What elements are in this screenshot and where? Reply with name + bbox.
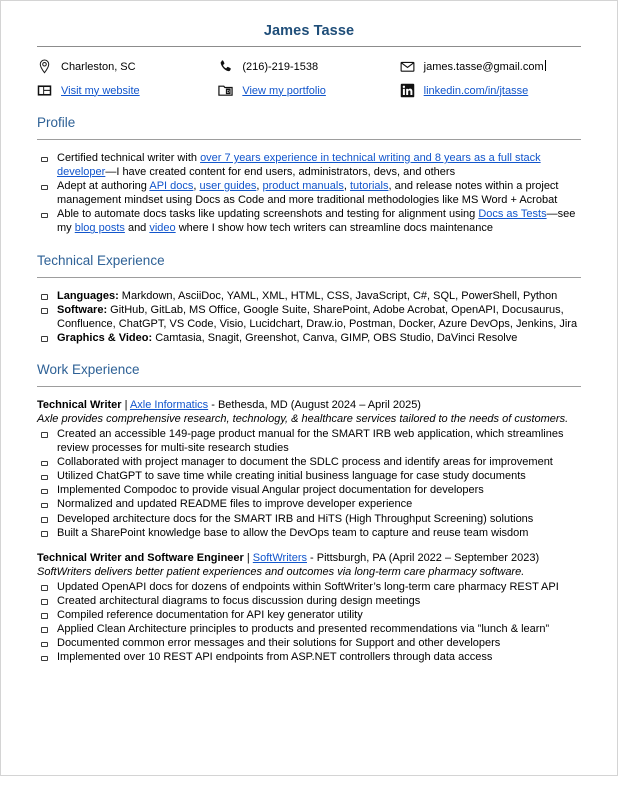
website-icon	[37, 83, 52, 98]
portfolio-folder-icon	[218, 83, 233, 98]
bullet-label: Languages:	[57, 289, 119, 302]
list-item	[37, 151, 581, 179]
job-meta: - Pittsburgh, PA (April 2022 – September 2023)	[307, 551, 540, 564]
bullet-text: , and release notes within a project management mindset using Docs as Code and more traditional methodologies like MS Word + Acrobat	[57, 180, 559, 207]
spacer	[37, 347, 581, 361]
section-divider-work-experience	[37, 386, 581, 387]
section-work-experience	[37, 361, 581, 664]
list-item: Built a SharePoint knowledge base to allow the DevOps team to capture and reuse team wisdom	[37, 526, 581, 540]
job-entry	[37, 398, 581, 540]
inline-link[interactable]: product manuals	[262, 180, 344, 193]
list-item: Created an accessible 149-page product manual for the SMART IRB web application, which streamlines review processes for multi-site research studies	[37, 427, 581, 455]
phone-icon	[218, 59, 233, 74]
bullet-text: ,	[193, 180, 200, 193]
bullet-text: —see my	[57, 208, 576, 235]
profile-bullet-list	[37, 151, 581, 236]
list-item: Applied Clean Architecture principles to products and presented recommendations via ”lunch & learn”	[37, 622, 581, 636]
inline-link[interactable]: tutorials	[349, 180, 389, 193]
list-item	[37, 179, 581, 207]
list-item: Normalized and updated README files to improve developer experience	[37, 497, 581, 511]
text-cursor	[545, 60, 546, 71]
svg-text:D: D	[226, 88, 231, 94]
bullet-text: where I show how tech writers can streamline docs maintenance	[175, 222, 493, 235]
job-entry	[37, 551, 581, 665]
portfolio-link[interactable]: View my portfolio	[242, 84, 326, 97]
section-heading-technical-experience: Technical Experience	[37, 252, 165, 268]
bullet-text: and	[124, 222, 150, 235]
list-item: Created architectural diagrams to focus discussion during design meetings	[37, 594, 581, 608]
section-divider-technical-experience	[37, 277, 581, 278]
bullet-label: Graphics & Video:	[57, 331, 153, 344]
inline-link[interactable]: Docs as Tests	[478, 208, 547, 221]
job-title: Technical Writer	[37, 398, 122, 411]
bullet-text: ,	[256, 180, 263, 193]
bullet-text: GitHub, GitLab, MS Office, Google Suite, SharePoint, Adobe Acrobat, OpenAPI, Docusaurus, Confluence, ChatGPT, VS Code, Visio, Lucidchart, Draw.io, Postman, Docker, Azure DevOps, Jenkins, Jira	[57, 303, 578, 330]
bullet-text: Able to automate docs tasks like updating screenshots and testing for alignment using	[57, 208, 479, 221]
job-separator: |	[121, 398, 130, 411]
envelope-icon	[400, 59, 415, 74]
job-header	[37, 398, 581, 413]
list-item: Utilized ChatGPT to save time while creating initial business language for case study documents	[37, 469, 581, 483]
inline-link[interactable]: API docs	[149, 180, 194, 193]
contact-portfolio[interactable]	[218, 83, 399, 98]
list-item: Developed architecture docs for the SMART IRB and HiTS (High Throughput Screening) solutions	[37, 512, 581, 526]
bullet-label: Software:	[57, 303, 108, 316]
location-pin-icon	[37, 59, 52, 74]
section-profile	[37, 114, 581, 236]
list-item	[37, 331, 581, 345]
job-title: Technical Writer and Software Engineer	[37, 551, 244, 564]
list-item: Collaborated with project manager to document the SDLC process and identify areas for improvement	[37, 455, 581, 469]
inline-link[interactable]: blog posts	[74, 222, 125, 235]
contact-website[interactable]	[37, 83, 218, 98]
job-bullet-list	[37, 580, 581, 665]
inline-link[interactable]: user guides	[199, 180, 257, 193]
list-item	[37, 303, 581, 331]
bullet-text: Camtasia, Snagit, Greenshot, Canva, GIMP, OBS Studio, DaVinci Resolve	[152, 331, 518, 344]
website-link[interactable]: Visit my website	[61, 84, 140, 97]
contact-info-grid	[37, 59, 581, 98]
bullet-text: Markdown, AsciiDoc, YAML, XML, HTML, CSS, JavaScript, C#, SQL, PowerShell, Python	[118, 289, 558, 302]
page-title: James Tasse	[263, 23, 355, 39]
list-item: Implemented over 10 REST API endpoints from ASP.NET controllers through data access	[37, 650, 581, 664]
section-heading-profile: Profile	[37, 115, 76, 130]
inline-link[interactable]: over 7 years experience in technical writing and 8 years as a full stack developer	[57, 152, 541, 179]
company-description: Axle provides comprehensive research, technology, & healthcare services tailored to the needs of customers.	[37, 413, 569, 426]
linkedin-icon	[400, 83, 415, 98]
technical-experience-bullet-list	[37, 289, 581, 345]
header-divider	[37, 46, 581, 47]
bullet-text: ,	[343, 180, 350, 193]
section-heading-work-experience: Work Experience	[37, 361, 140, 377]
email-text	[424, 60, 546, 74]
list-item	[37, 289, 581, 303]
list-item: Updated OpenAPI docs for dozens of endpoints within SoftWriter’s long-term care pharmacy REST API	[37, 580, 581, 594]
location-text: Charleston, SC	[61, 60, 136, 73]
job-header	[37, 551, 581, 566]
email-value: james.tasse@gmail.com	[423, 60, 544, 73]
section-technical-experience	[37, 252, 581, 345]
bullet-text: Certified technical writer with	[57, 152, 201, 164]
job-meta: - Bethesda, MD (August 2024 – April 2025)	[208, 398, 421, 411]
list-item: Compiled reference documentation for API key generator utility	[37, 608, 581, 622]
phone-text: (216)-219-1538	[242, 60, 319, 73]
job-list	[37, 398, 581, 664]
company-description: SoftWriters delivers better patient experiences and outcomes via long-term care pharmacy software.	[37, 566, 525, 579]
company-link[interactable]: Axle Informatics	[129, 398, 209, 411]
spacer	[37, 238, 581, 252]
contact-location	[37, 59, 218, 74]
contact-email	[400, 59, 581, 74]
contact-phone	[218, 59, 399, 74]
job-bullet-list	[37, 427, 581, 540]
inline-link[interactable]: video	[149, 222, 176, 235]
list-item: Documented common error messages and their solutions for Support and other developers	[37, 636, 581, 650]
linkedin-link[interactable]: linkedin.com/in/jtasse	[423, 84, 529, 97]
job-separator: |	[243, 551, 253, 564]
list-item: Implemented Compodoc to provide visual Angular project documentation for developers	[37, 483, 581, 497]
contact-linkedin[interactable]	[400, 83, 581, 98]
section-divider-profile	[37, 139, 581, 140]
company-link[interactable]: SoftWriters	[252, 551, 307, 564]
bullet-text: Adept at authoring	[57, 180, 150, 193]
bullet-text: —I have created content for end users, administrators, devs, and others	[105, 166, 456, 179]
list-item	[37, 207, 581, 235]
